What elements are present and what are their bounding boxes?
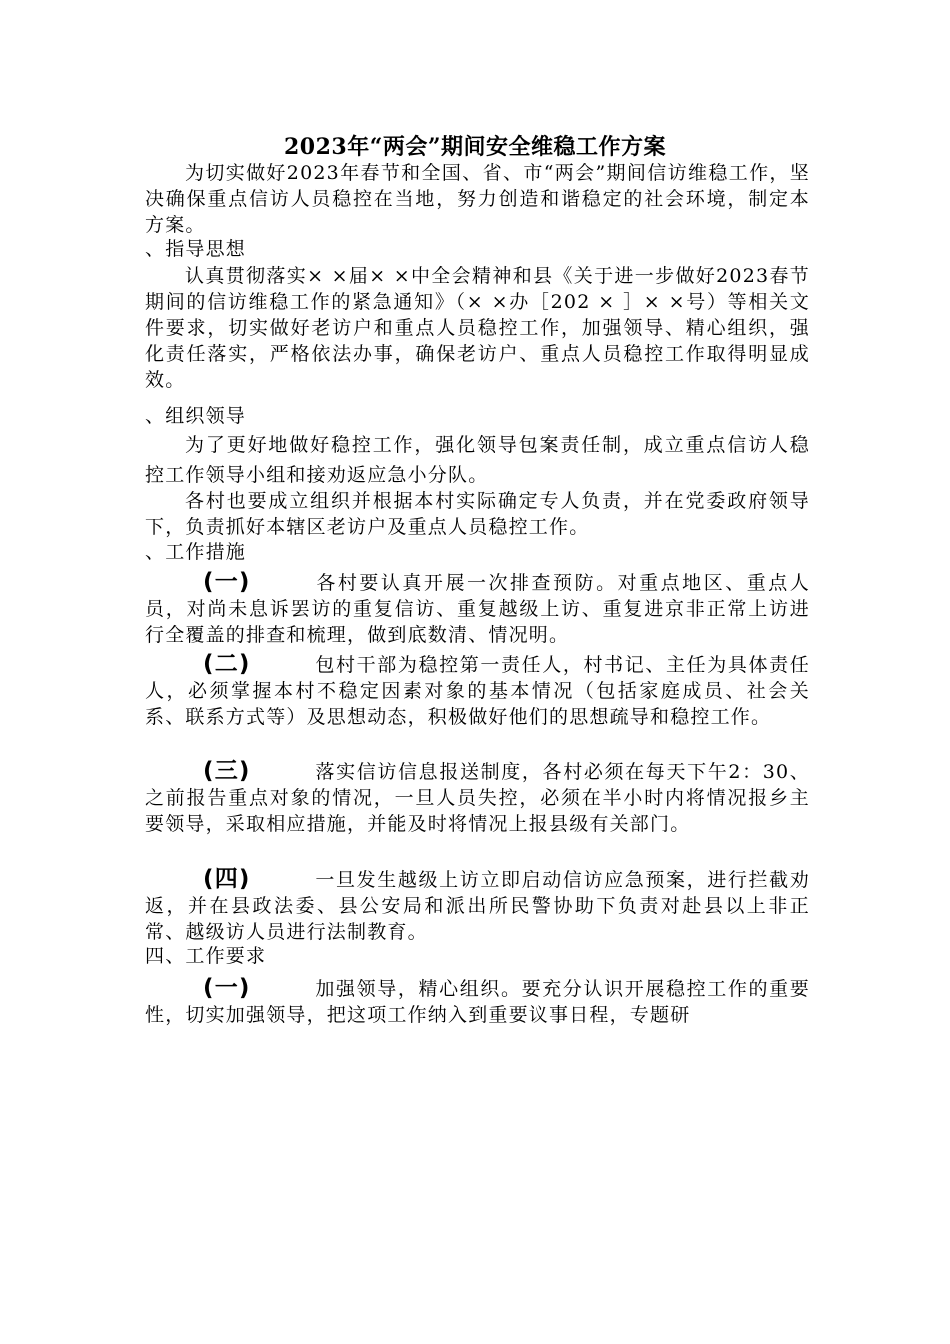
section-3-heading: 、工作措施 <box>145 541 247 563</box>
section-2-heading: 、组织领导 <box>145 405 247 427</box>
section-1-heading: 、指导思想 <box>145 238 247 260</box>
document-title: 2023年“两会”期间安全维稳工作方案 <box>283 134 667 160</box>
section-2-paragraph-1: 为了更好地做好稳控工作，强化领导包案责任制，成立重点信访人稳控工作领导小组和接劝返应急小分队。 <box>145 434 810 486</box>
requirement-item-1-text: 加强领导，精心组织。要充分认识开展稳控工作的重要性，切实加强领导，把这项工作纳入到重要议事日程，专题研 <box>145 978 810 1026</box>
measure-item-4 <box>145 866 810 945</box>
measure-item-2 <box>145 651 810 730</box>
measure-item-3 <box>145 758 810 837</box>
measure-item-3-number: (三) <box>203 758 251 784</box>
measure-item-1 <box>145 569 810 648</box>
measure-item-4-text: 一旦发生越级上访立即启动信访应急预案，进行拦截劝返，并在县政法委、县公安局和派出所民警协助下负责对赴县以上非正常、越级访人员进行法制教育。 <box>145 869 810 943</box>
section-4-heading: 四、工作要求 <box>145 945 267 967</box>
measure-item-2-number: (二) <box>203 651 251 677</box>
section-1-body: 认真贯彻落实× ×届× ×中全会精神和县《关于进一步做好2023春节期间的信访维稳工作的紧急通知》（× ×办［202 × ］× ×号）等相关文件要求，切实做好老访户和重点人员稳控工作，加强领导、精心组织，强化责任落实，严格依法办事，确保老访户、重点人员稳控工作取得明显成效。 <box>145 265 810 391</box>
measure-item-2-text: 包村干部为稳控第一责任人，村书记、主任为具体责任人，必须掌握本村不稳定因素对象的基本情况（包括家庭成员、社会关系、联系方式等）及思想动态，积极做好他们的思想疏导和稳控工作。 <box>145 654 810 728</box>
requirement-item-1-number: (一) <box>203 975 251 1001</box>
intro-paragraph: 为切实做好2023年春节和全国、省、市“两会”期间信访维稳工作，坚决确保重点信访人员稳控在当地，努力创造和谐稳定的社会环境，制定本方案。 <box>145 162 810 236</box>
requirement-item-1 <box>145 975 810 1028</box>
measure-item-4-number: (四) <box>203 866 251 892</box>
measure-item-3-text: 落实信访信息报送制度，各村必须在每天下午2：30、之前报告重点对象的情况，一旦人员失控，必须在半小时内将情况报乡主要领导，采取相应措施，并能及时将情况上报县级有关部门。 <box>145 761 810 835</box>
measure-item-1-number: (一) <box>203 569 251 595</box>
measure-item-1-text: 各村要认真开展一次排查预防。对重点地区、重点人员，对尚未息诉罢访的重复信访、重复越级上访、重复进京非正常上访进行全覆盖的排查和梳理，做到底数清、情况明。 <box>145 572 810 646</box>
section-2-paragraph-2: 各村也要成立组织并根据本村实际确定专人负责，并在党委政府领导下，负责抓好本辖区老访户及重点人员稳控工作。 <box>145 490 810 538</box>
